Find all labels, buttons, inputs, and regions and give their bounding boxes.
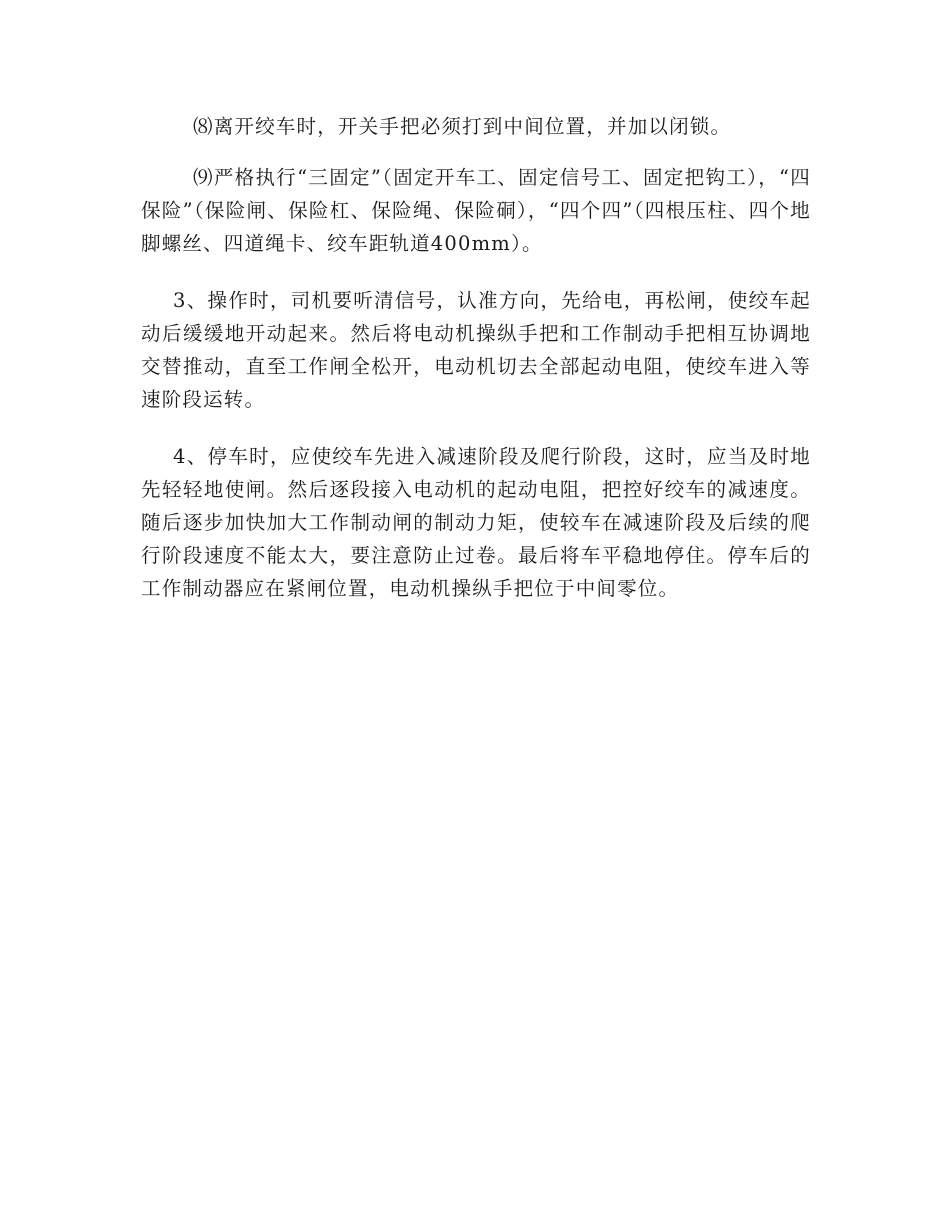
paragraph-item-9: ⑼严格执行“三固定”（固定开车工、固定信号工、固定把钩工），“四保险”（保险闸、保险杠、保险绳、保险硐），“四个四”（四根压柱、四个地脚螺丝、四道绳卡、绞车距轨道400mm）。 — [141, 166, 811, 255]
document-body — [141, 110, 811, 605]
paragraph-section-3: 3、操作时，司机要听清信号，认准方向，先给电，再松闸，使绞车起动后缓缓地开动起来。然后将电动机操纵手把和工作制动手把相互协调地交替推动，直至工作闸全松开，电动机切去全部起动电阻，使绞车进入等速阶段运转。 — [141, 289, 811, 411]
paragraph-item-8: ⑻离开绞车时，开关手把必须打到中间位置，并加以闭锁。 — [193, 115, 732, 138]
paragraph-section-4: 4、停车时，应使绞车先进入减速阶段及爬行阶段，这时，应当及时地先轻轻地使闸。然后逐段接入电动机的起动电阻，把控好绞车的减速度。随后逐步加快加大工作制动闸的制动力矩，使较车在减速阶段及后续的爬行阶段速度不能太大，要注意防止过卷。最后将车平稳地停住。停车后的工作制动器应在紧闸位置，电动机操纵手把位于中间零位。 — [141, 445, 811, 600]
